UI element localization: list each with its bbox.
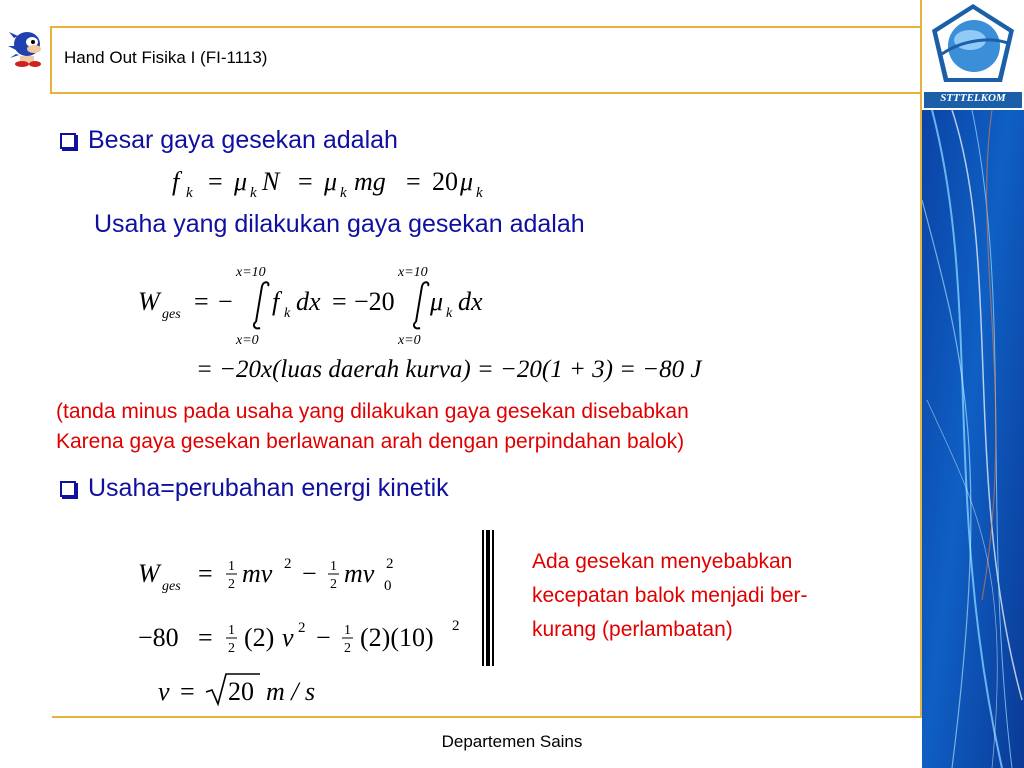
integral-upper-limit: x=10 [398, 265, 428, 280]
eq-number: (2) [244, 623, 275, 652]
fraction-numerator: 1 [330, 559, 337, 574]
eq-symbol: mv [344, 559, 375, 588]
eq-subscript: k [476, 185, 483, 201]
eq-symbol: μ [234, 167, 248, 196]
footer-text: Departemen Sains [441, 732, 583, 751]
eq-subscript: 0 [384, 578, 392, 594]
checkbox-bullet-icon [60, 481, 76, 497]
equation-velocity [156, 668, 356, 712]
fraction-denominator: 2 [228, 641, 235, 656]
fraction-numerator: 1 [344, 623, 351, 638]
eq-number: 20 [228, 677, 254, 706]
eq-symbol: dx [458, 287, 483, 316]
eq-operator: = [208, 167, 223, 196]
eq-operator: = [198, 559, 213, 588]
mascot-logo [8, 28, 46, 68]
bullet-text: Besar gaya gesekan adalah [88, 126, 398, 154]
eq-symbol: W [138, 559, 160, 588]
footer-divider [52, 716, 922, 718]
eq-symbol: v [282, 623, 294, 652]
integral-sign-icon [414, 282, 428, 328]
equation-friction-force [170, 160, 510, 204]
eq-subscript: k [284, 306, 291, 321]
eq-superscript: 2 [452, 618, 460, 634]
eq-subscript: k [340, 185, 347, 201]
friction-note-line-2: Karena gaya gesekan berlawanan arah dengan perpindahan balok) [56, 430, 685, 453]
eq-number: −80 [138, 623, 179, 652]
eq-operator: − [218, 287, 233, 316]
eq-operator: = [180, 677, 195, 706]
friction-note-line-1: (tanda minus pada usaha yang dilakukan gaya gesekan disebabkan [56, 400, 689, 423]
eq-number: (2)(10) [360, 623, 434, 652]
integral-upper-limit: x=10 [236, 265, 266, 280]
logo-label: STTTELKOM [924, 92, 1022, 108]
integral-lower-limit: x=0 [236, 333, 259, 348]
equation-substitution [136, 612, 476, 662]
eq-symbol: mg [354, 167, 386, 196]
fraction-numerator: 1 [228, 559, 235, 574]
eq-superscript: 2 [284, 556, 292, 572]
decorative-side-panel [922, 0, 1024, 768]
equation-work-integral [136, 258, 516, 358]
eq-subscript: ges [162, 579, 181, 594]
eq-operator: = [298, 167, 313, 196]
eq-operator: = [406, 167, 421, 196]
eq-subscript: ges [162, 307, 181, 322]
fraction-denominator: 2 [330, 577, 337, 592]
eq-superscript: 2 [298, 620, 306, 636]
bullet-work-energy [60, 474, 449, 503]
eq-symbol: mv [242, 559, 273, 588]
eq-operator: = [198, 623, 213, 652]
eq-symbol: μ [430, 287, 444, 316]
checkbox-bullet-icon [60, 133, 76, 149]
eq-subscript: k [186, 185, 193, 201]
header-title: Hand Out Fisika I (FI-1113) [64, 48, 268, 67]
side-note-line-1: Ada gesekan menyebabkan [532, 550, 793, 573]
eq-symbol: W [138, 287, 160, 316]
equation-kinetic-energy [136, 548, 426, 598]
eq-operator: = [332, 287, 347, 316]
fraction-denominator: 2 [228, 577, 235, 592]
eq-unit: m / s [266, 677, 316, 706]
eq-symbol: f [272, 287, 280, 316]
subheading-work: Usaha yang dilakukan gaya gesekan adalah [94, 210, 585, 238]
eq-operator: = [194, 287, 209, 316]
eq-subscript: k [250, 185, 257, 201]
eq-number: 20 [432, 167, 458, 196]
eq-symbol: N [262, 167, 280, 196]
eq-symbol: dx [296, 287, 321, 316]
eq-symbol: f [172, 167, 180, 196]
side-note-line-3: kurang (perlambatan) [532, 618, 733, 641]
eq-superscript: 2 [386, 556, 394, 572]
bullet-friction-force [60, 126, 398, 155]
vertical-separator [482, 530, 494, 666]
eq-operator: − [302, 559, 317, 588]
equation-work-result: = −20x(luas daerah kurva) = −20(1 + 3) = −80 J [196, 356, 702, 383]
eq-number: −20 [354, 287, 395, 316]
integral-sign-icon [254, 282, 268, 328]
fraction-denominator: 2 [344, 641, 351, 656]
eq-operator: − [316, 623, 331, 652]
side-note-line-2: kecepatan balok menjadi ber- [532, 584, 808, 607]
eq-symbol: μ [324, 167, 338, 196]
eq-symbol: v [158, 677, 170, 706]
bullet-text: Usaha=perubahan energi kinetik [88, 474, 449, 502]
eq-symbol: μ [460, 167, 474, 196]
eq-subscript: k [446, 306, 453, 321]
fraction-numerator: 1 [228, 623, 235, 638]
integral-lower-limit: x=0 [398, 333, 421, 348]
